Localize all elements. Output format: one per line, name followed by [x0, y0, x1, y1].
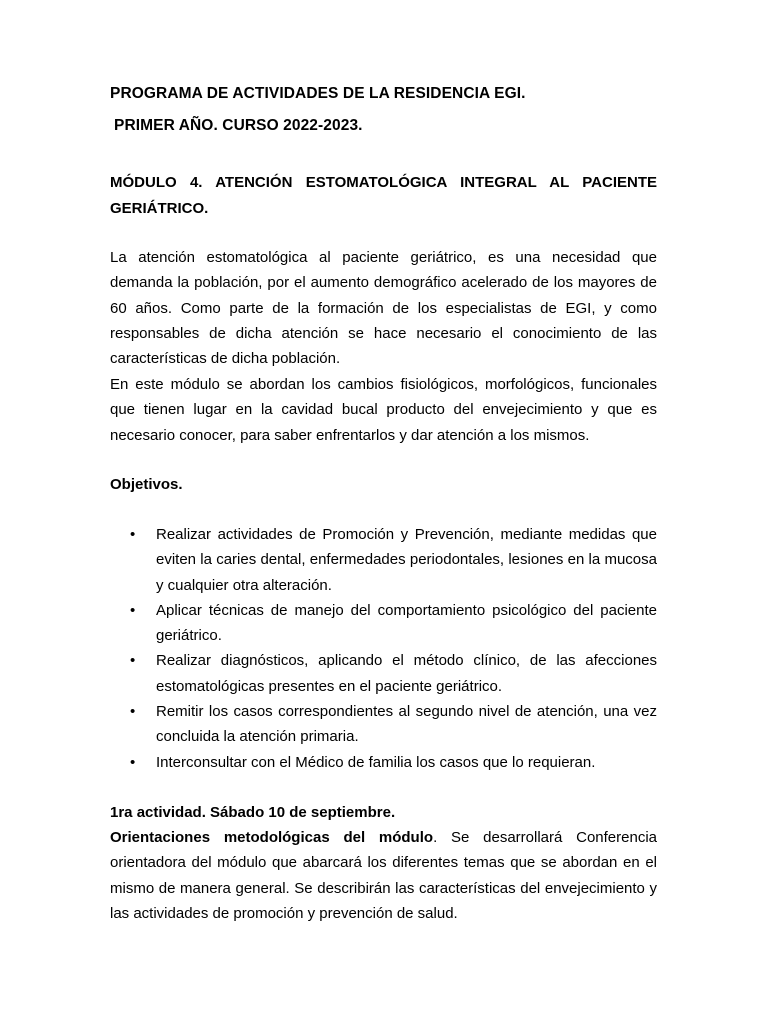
objective-text: Interconsultar con el Médico de familia los casos que lo requieran. [156, 753, 596, 771]
objective-item [110, 522, 657, 598]
module-title: MÓDULO 4. ATENCIÓN ESTOMATOLÓGICA INTEGRAL AL PACIENTE GERIÁTRICO. [110, 174, 657, 217]
objectives-heading: Objetivos. [110, 476, 183, 493]
document-subtitle: PRIMER AÑO. CURSO 2022-2023. [114, 117, 363, 134]
activity-description [110, 825, 657, 926]
objective-item [110, 648, 657, 699]
bullet-icon: • [130, 753, 136, 771]
objectives-list [110, 522, 657, 775]
objective-text: Remitir los casos correspondientes al segundo nivel de atención, una vez concluida la atención primaria. [156, 703, 657, 746]
objective-text: Realizar diagnósticos, aplicando el método clínico, de las afecciones estomatológicas presentes en el paciente geriátrico. [156, 652, 657, 695]
objective-text: Aplicar técnicas de manejo del comportamiento psicológico del paciente geriátrico. [156, 601, 657, 645]
intro-paragraph-2: En este módulo se abordan los cambios fisiológicos, morfológicos, funcionales que tienen lugar en la cavidad bucal producto del envejecimiento y que es necesario conocer, para saber enfrentarlos y dar atención a los mismos. [110, 376, 657, 444]
bullet-icon: • [130, 652, 136, 670]
objective-text: Realizar actividades de Promoción y Prevención, mediante medidas que eviten la caries dental, enfermedades periodontales, lesiones en la mucosa y cualquier otra alteración. [156, 526, 657, 594]
objective-item [110, 699, 657, 750]
objective-item [110, 750, 657, 775]
bullet-icon: • [130, 601, 136, 619]
document-title: PROGRAMA DE ACTIVIDADES DE LA RESIDENCIA EGI. [110, 85, 526, 102]
intro-paragraph-1: La atención estomatológica al paciente geriátrico, es una necesidad que demanda la población, por el aumento demográfico acelerado de los mayores de 60 años. Como parte de la formación de los especialistas de EGI, y como responsables de dicha atención se hace necesario el conocimiento de las características de dicha población. [110, 249, 657, 368]
bullet-icon: • [130, 526, 136, 543]
activity-lead: Orientaciones metodológicas del módulo [110, 829, 434, 846]
objective-item [110, 598, 657, 649]
activity-heading: 1ra actividad. Sábado 10 de septiembre. [110, 804, 396, 821]
activity-text: . Se desarrollará Conferencia orientadora del módulo que abarcará los diferentes temas que se abordan en el mismo de manera general. Se describirán las características del envejecimiento y las actividades de promoción y prevención de salud. [110, 829, 658, 922]
bullet-icon: • [130, 703, 136, 721]
